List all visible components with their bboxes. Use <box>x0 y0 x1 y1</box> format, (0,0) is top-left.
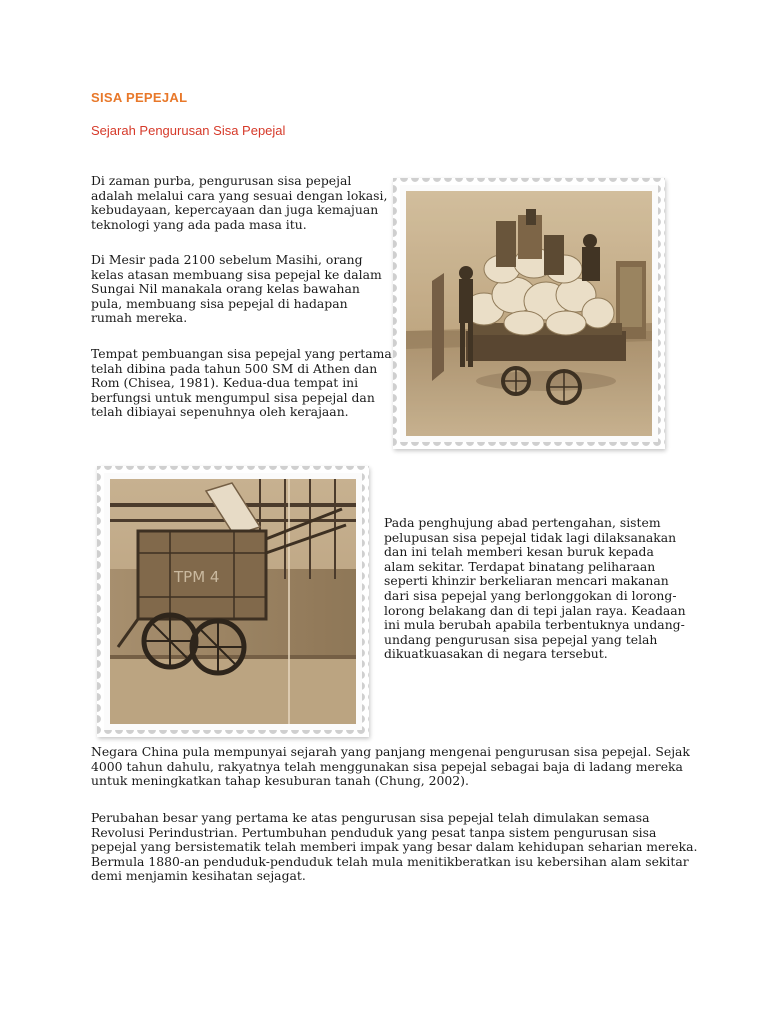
text-line: pepejal yang bersistematik telah memberi impak yang besar dalam kehidupan seharian mereka. <box>91 839 698 855</box>
text-line: telah dibiayai sepenuhnya oleh kerajaan. <box>91 404 349 420</box>
text-line: pelupusan sisa pepejal tidak lagi dilaksanakan <box>384 529 677 545</box>
text-line: teknologi yang ada pada masa itu. <box>91 216 307 232</box>
text-line: kelas atasan membuang sisa pepejal ke dalam <box>91 266 382 282</box>
text-line: Pada penghujung abad pertengahan, sistem <box>384 515 661 530</box>
paragraph-first-landfill <box>91 347 392 420</box>
text-line: Di zaman purba, pengurusan sisa pepejal <box>91 173 352 188</box>
paragraph-ancient-times <box>91 174 387 232</box>
text-line: Bermula 1880-an penduduk-penduduk telah mula menitikberatkan isu kebersihan alam sekitar <box>91 853 689 869</box>
text-line: Tempat pembuangan sisa pepejal yang pertama <box>91 346 392 361</box>
text-line: Revolusi Perindustrian. Pertumbuhan penduduk yang pesat tanpa sistem pengurusan sisa <box>91 824 657 840</box>
text-line: adalah melalui cara yang sesuai dengan lokasi, <box>91 187 388 203</box>
text-line: Di Mesir pada 2100 sebelum Masihi, orang <box>91 252 363 267</box>
text-line: kebudayaan, kepercayaan dan juga kemajuan <box>91 202 379 218</box>
cart-marking-label: TPM 4 <box>174 568 220 586</box>
text-line: seperti khinzir berkeliaran mencari makanan <box>384 573 669 589</box>
text-line: berfungsi untuk mengumpul sisa pepejal dan <box>91 389 375 405</box>
stamp-inner-2 <box>104 473 362 730</box>
text-line: Perubahan besar yang pertama ke atas pengurusan sisa pepejal telah dimulakan semasa <box>91 810 650 825</box>
paragraph-industrial-revolution <box>91 811 697 884</box>
text-line: alam sekitar. Terdapat binatang peliharaan <box>384 558 656 574</box>
photo-wooden-cart <box>110 479 356 724</box>
text-line: untuk meningkatkan tahap kesuburan tanah (Chung, 2002). <box>91 773 469 789</box>
sepia-photo-icon <box>110 479 356 724</box>
text-line: dikuatkuasakan di negara tersebut. <box>384 646 608 662</box>
text-line: demi menjamin kesihatan sejagat. <box>91 868 306 884</box>
text-line: Sungai Nil manakala orang kelas bawahan <box>91 281 360 297</box>
text-line: lorong belakang dan di tepi jalan raya. Keadaan <box>384 602 686 618</box>
text-line: undang pengurusan sisa pepejal yang telah <box>384 631 658 647</box>
text-line: Negara China pula mempunyai sejarah yang panjang mengenai pengurusan sisa pepejal. Sejak <box>91 744 690 759</box>
text-line: 4000 tahun dahulu, rakyatnya telah menggunakan sisa pepejal sebagai baja di ladang mereka <box>91 758 683 774</box>
text-line: telah dibina pada tahun 500 SM di Athen dan <box>91 360 378 376</box>
text-line: Rom (Chisea, 1981). Kedua-dua tempat ini <box>91 375 359 391</box>
paragraph-china <box>91 745 690 789</box>
text-line: dari sisa pepejal yang berlonggokan di lorong- <box>384 587 677 603</box>
document-heading: SISA PEPEJAL <box>91 90 188 105</box>
sepia-photo-icon <box>406 191 652 436</box>
text-line: pula, membuang sisa pepejal di hadapan <box>91 295 348 311</box>
text-line: rumah mereka. <box>91 310 188 326</box>
stamp-inner-1 <box>400 185 658 442</box>
text-line: dan ini telah memberi kesan buruk kepada <box>384 544 654 560</box>
paragraph-middle-ages <box>384 516 686 662</box>
photo-stamp-frame-1 <box>393 178 665 449</box>
paragraph-egypt <box>91 253 382 326</box>
photo-waste-cart-sacks <box>406 191 652 436</box>
document-subheading: Sejarah Pengurusan Sisa Pepejal <box>91 123 286 138</box>
photo-stamp-frame-2 <box>97 466 369 737</box>
text-line: ini mula berubah apabila terbentuknya undang- <box>384 617 685 633</box>
